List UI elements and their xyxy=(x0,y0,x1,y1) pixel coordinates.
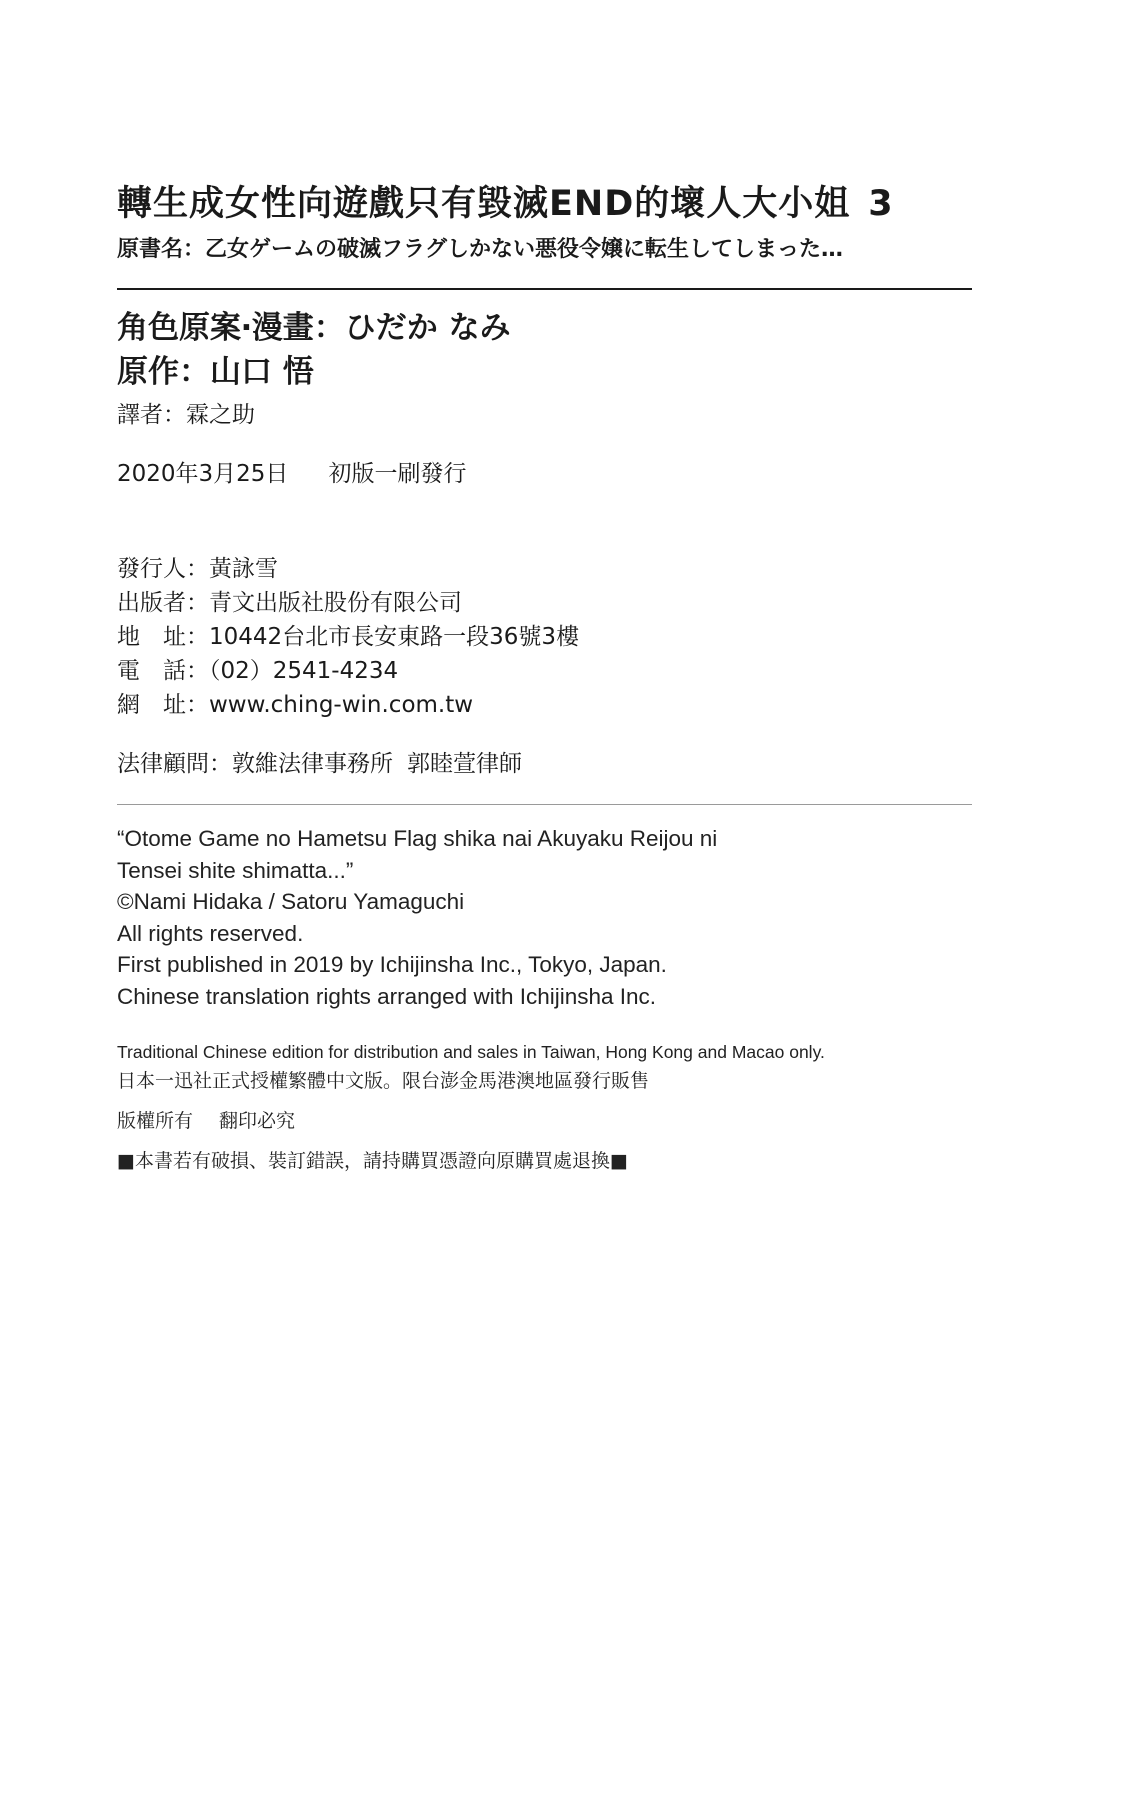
printing-label: 初版一刷發行 xyxy=(328,461,467,487)
legal-advisor-firm: 法律顧問：敦維法律事務所 xyxy=(117,751,393,777)
volume-number: 3 xyxy=(868,184,894,224)
colophon-page xyxy=(117,180,972,1176)
publish-date: 2020年3月25日 xyxy=(117,461,289,487)
divider-bottom xyxy=(117,804,972,805)
publisher-row-issuer: 發行人：黃詠雪 xyxy=(117,556,278,582)
rights-reserved: 版權所有 xyxy=(117,1110,194,1132)
book-title-line xyxy=(117,180,972,228)
edition-line xyxy=(117,456,972,492)
return-notice: ■本書若有破損、裝訂錯誤，請持購買憑證向原購買處退換■ xyxy=(117,1150,628,1172)
publisher-row-address: 地 址：10442台北市長安東路一段36號3樓 xyxy=(117,624,580,650)
illustrator-credit: 角色原案‧漫畫：ひだか なみ xyxy=(117,310,511,346)
divider-top xyxy=(117,288,972,290)
rights-statement xyxy=(117,1106,972,1136)
author-credit: 原作：山口 悟 xyxy=(117,354,314,390)
english-line: ©Nami Hidaka / Satoru Yamaguchi xyxy=(117,889,465,914)
publisher-row-website: 網 址：www.ching-win.com.tw xyxy=(117,692,474,718)
english-line: All rights reserved. xyxy=(117,920,304,946)
english-copyright xyxy=(117,823,972,1012)
distribution-english: Traditional Chinese edition for distribution and sales in Taiwan, Hong Kong and Macao only. xyxy=(117,1042,825,1062)
publisher-row-company: 出版者：青文出版社股份有限公司 xyxy=(117,590,462,616)
rights-no-copy: 翻印必究 xyxy=(219,1110,296,1132)
legal-advisor-lawyer: 郭睦萱律師 xyxy=(407,751,522,777)
english-line: First published in 2019 by Ichijinsha Inc., Tokyo, Japan. xyxy=(117,952,667,977)
book-title: 轉生成女性向遊戲只有毀滅END的壞人大小姐 xyxy=(117,184,851,224)
english-line: Chinese translation rights arranged with Ichijinsha Inc. xyxy=(117,983,657,1009)
publisher-info xyxy=(117,552,972,722)
english-line: Tensei shite shimatta...” xyxy=(117,857,354,883)
original-title: 原書名：乙女ゲームの破滅フラグしかない悪役令嬢に転生してしまった… xyxy=(117,237,844,262)
publisher-row-phone: 電 話：（02）2541-4234 xyxy=(117,658,399,684)
distribution-chinese: 日本一迅社正式授權繁體中文版。限台澎金馬港澳地區發行販售 xyxy=(117,1070,650,1092)
english-line: “Otome Game no Hametsu Flag shika nai Akuyaku Reijou ni xyxy=(117,826,718,851)
translator-credit: 譯者：霖之助 xyxy=(117,402,255,428)
legal-advisor xyxy=(117,746,972,782)
